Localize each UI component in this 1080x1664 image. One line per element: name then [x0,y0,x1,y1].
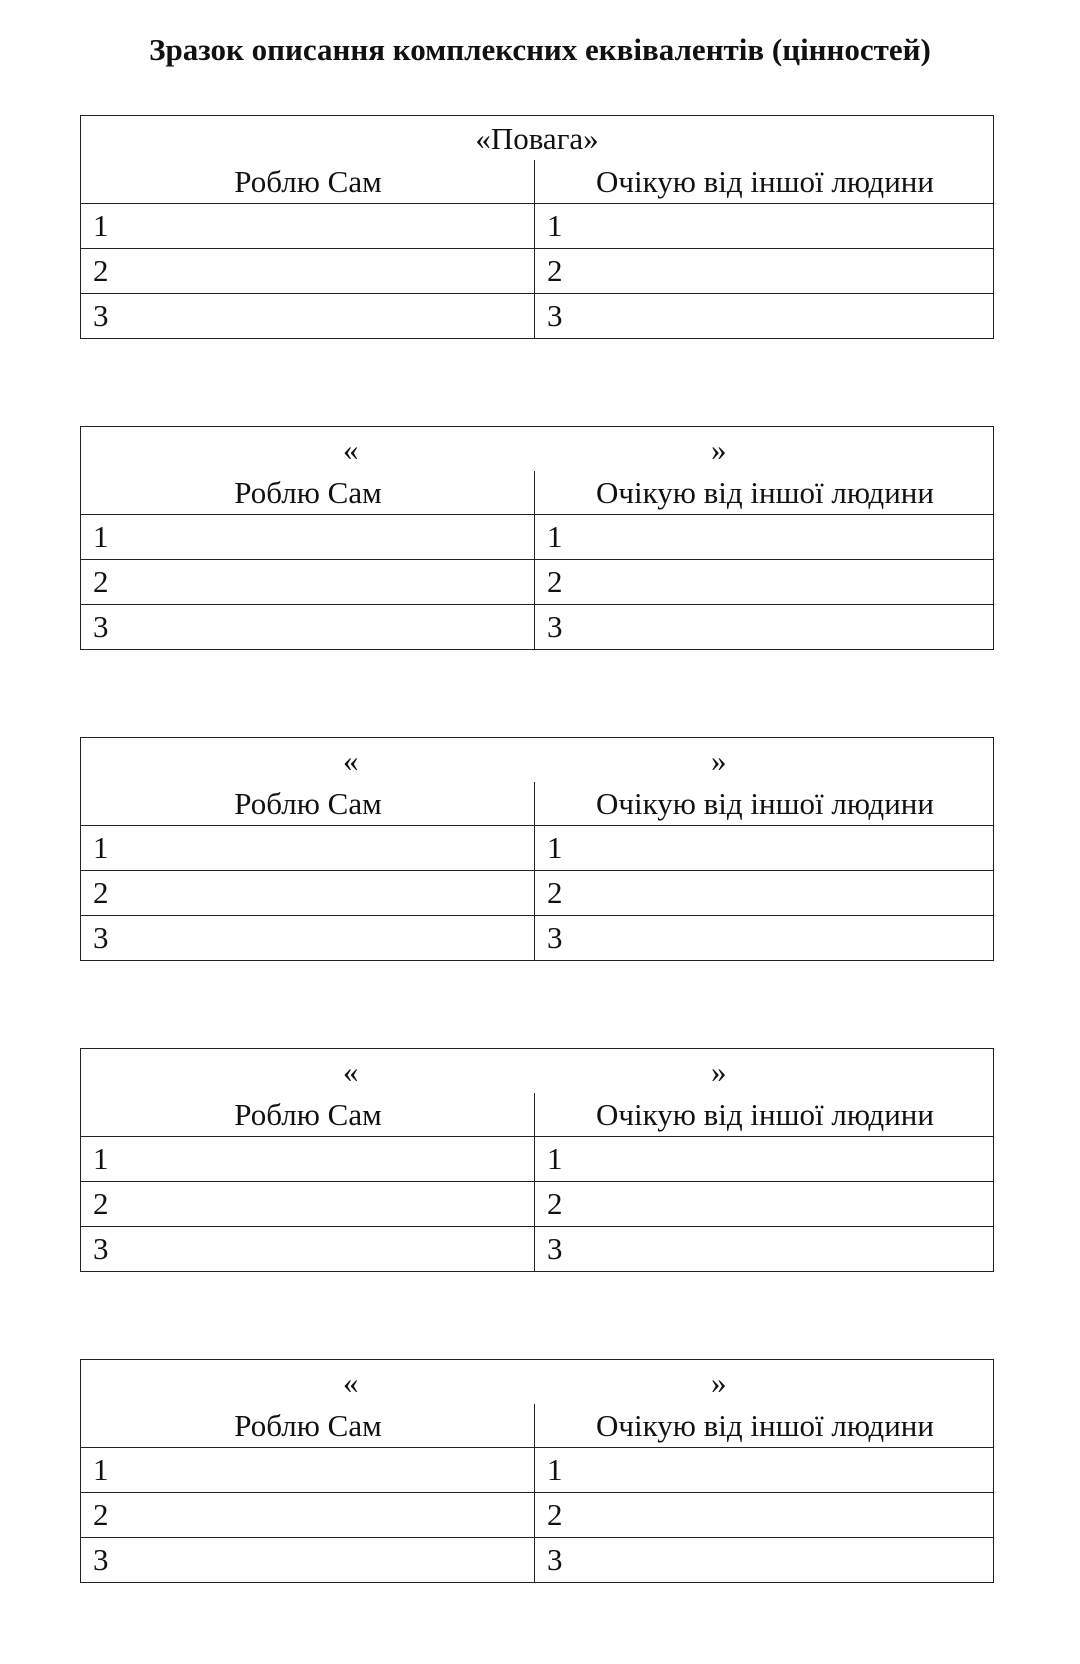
table-row [81,515,993,560]
column-header-row [81,782,993,826]
column-header-row [81,1404,993,1448]
column-header-other: Очікую від іншої людини [596,1097,934,1132]
table-row [81,249,993,294]
table-row [81,1448,993,1493]
cell-other: 2 [547,1186,563,1221]
cell-other: 2 [547,1497,563,1532]
table-row [81,1538,993,1583]
table-row [81,204,993,249]
table-row [81,1137,993,1182]
cell-self: 1 [93,830,109,865]
cell-self: 2 [93,564,109,599]
cell-other: 1 [547,1452,563,1487]
cell-other: 3 [547,609,563,644]
value-title-quote-open: « [343,1054,359,1089]
cell-self: 1 [93,519,109,554]
value-title-quote-close: » [711,432,727,467]
value-title-row [81,116,993,160]
cell-other: 2 [547,564,563,599]
value-table [80,737,994,961]
cell-other: 3 [547,298,563,333]
cell-other: 1 [547,830,563,865]
tables-container [80,115,994,1583]
cell-self: 3 [93,1542,109,1577]
column-header-self: Роблю Сам [234,1097,382,1132]
table-row [81,1182,993,1227]
value-table [80,1359,994,1583]
column-header-other: Очікую від іншої людини [596,786,934,821]
cell-other: 1 [547,208,563,243]
column-header-other: Очікую від іншої людини [596,1408,934,1443]
column-header-other: Очікую від іншої людини [596,164,934,199]
value-title-quote-close: » [711,1365,727,1400]
column-header-row [81,160,993,204]
value-title-quote-close: » [711,743,727,778]
value-table [80,1048,994,1272]
table-row [81,871,993,916]
value-title-quote-open: « [343,432,359,467]
cell-self: 2 [93,253,109,288]
cell-self: 2 [93,1497,109,1532]
column-header-self: Роблю Сам [234,475,382,510]
table-row [81,560,993,605]
value-title-quote-open: « [343,1365,359,1400]
table-row [81,826,993,871]
value-title: «Повага» [475,121,599,156]
column-divider [534,782,535,960]
value-table [80,115,994,339]
column-divider [534,1404,535,1582]
table-row [81,1493,993,1538]
value-table [80,426,994,650]
cell-self: 3 [93,298,109,333]
value-title-row [81,427,993,471]
table-row [81,1227,993,1272]
column-header-other: Очікую від іншої людини [596,475,934,510]
cell-self: 2 [93,875,109,910]
cell-other: 2 [547,253,563,288]
table-row [81,605,993,650]
cell-self: 3 [93,1231,109,1266]
cell-self: 3 [93,920,109,955]
column-header-row [81,471,993,515]
table-row [81,916,993,961]
column-divider [534,471,535,649]
cell-self: 1 [93,1141,109,1176]
value-title-quote-close: » [711,1054,727,1089]
table-row [81,294,993,339]
cell-other: 3 [547,920,563,955]
column-header-self: Роблю Сам [234,786,382,821]
value-title-row [81,1049,993,1093]
cell-other: 3 [547,1542,563,1577]
cell-self: 1 [93,208,109,243]
page-title: Зразок описання комплексних еквівалентів (цінностей) [149,32,931,67]
cell-self: 2 [93,1186,109,1221]
cell-self: 1 [93,1452,109,1487]
cell-other: 1 [547,1141,563,1176]
cell-other: 2 [547,875,563,910]
column-divider [534,160,535,338]
cell-other: 1 [547,519,563,554]
column-header-self: Роблю Сам [234,1408,382,1443]
value-title-row [81,738,993,782]
value-title-row [81,1360,993,1404]
column-divider [534,1093,535,1271]
value-title-quote-open: « [343,743,359,778]
cell-self: 3 [93,609,109,644]
cell-other: 3 [547,1231,563,1266]
column-header-row [81,1093,993,1137]
column-header-self: Роблю Сам [234,164,382,199]
